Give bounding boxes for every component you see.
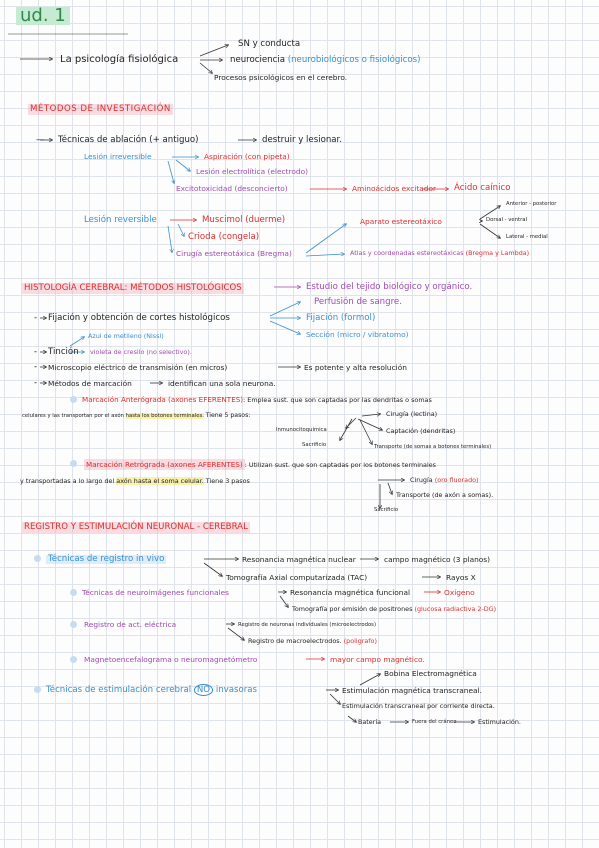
antero-inmuno: Inmunocitoquímica (276, 427, 327, 433)
intro-branch-neuro (230, 56, 421, 65)
retro-cirugia: Cirugía (oro fluorado) (410, 476, 479, 484)
atlas-note: (Bregma y Lambda) (465, 249, 530, 257)
potente: Es potente y alta resolución (304, 363, 407, 372)
invasoras-label: invasoras (215, 685, 258, 695)
retro-text2c: Tiene 3 pasos (205, 477, 250, 485)
mayor-campo: mayor campo magnético. (330, 655, 425, 664)
rm-funcional: Resonancia magnética funcional (290, 588, 411, 597)
bullet-dash-microscopio: - (34, 362, 38, 372)
pet-note: (glucosa radiactiva 2-DG) (414, 605, 497, 613)
muscimol: Muscimol (duerme) (202, 215, 286, 225)
section-heading-registro: REGISTRO Y ESTIMULACIÓN NEURONAL - CEREBRAL (24, 522, 248, 532)
antero-text2b: hasta los botones terminales. (125, 413, 204, 419)
antero-line2 (22, 413, 250, 419)
bullet-dot (70, 656, 77, 663)
coord-dorsal: Dorsal - ventral (486, 217, 527, 223)
antero-captacion: Captación (dendritas) (386, 427, 456, 435)
fuera-craneo: Fuera del cráneo (412, 719, 457, 725)
registro-in-vivo: Técnicas de registro in vivo (48, 554, 165, 564)
bullet-dot (34, 555, 41, 562)
magnetoencefalograma: Magnetoencefalograma o neuromagnetómetro (84, 655, 258, 664)
fijacion-cortes: Fijación y obtención de cortes histológicos (48, 313, 230, 323)
pet-label: Tomografía por emisión de positrones (292, 605, 413, 613)
antero-title: Marcación Anterógrada (axones EFERENTES) (82, 395, 244, 404)
bateria: Batería (358, 718, 382, 726)
retro-line2 (20, 478, 250, 484)
bullet-dash-fijacion: - (34, 313, 38, 323)
fijacion: Fijación (formol) (306, 313, 376, 323)
ablacion-result: destruir y lesionar. (262, 135, 343, 145)
antero-cirugia (386, 411, 437, 417)
tincion: Tinción (48, 347, 79, 357)
antero-text2c: Tiene 5 pasos: (205, 412, 251, 419)
seccion: Sección (micro / vibratomo) (306, 330, 409, 339)
lesion-electrolitica: Lesión electrolítica (electrodo) (196, 167, 308, 176)
emt: Estimulación magnética transcraneal. (342, 686, 482, 695)
lesion-irreversible: Lesión irreversible (84, 152, 152, 161)
coord-lateral: Lateral - medial (506, 234, 548, 240)
pet (292, 606, 496, 612)
intro-neuro-note: (neurobiológicos o fisiológicos) (287, 55, 421, 65)
retro-cirugia-note: (oro fluorado) (434, 476, 479, 484)
antero-text2a: celulares y las transportan por el axón (22, 413, 124, 419)
retro-title: Marcación Retrógrada (axones AFERENTES) (86, 460, 243, 469)
retro-text2b: axón hasta el soma celular. (116, 477, 204, 485)
bullet-dash-tincion: - (34, 347, 38, 357)
intro-neuro-label: neurociencia (230, 55, 286, 65)
unit-title: ud. 1 (16, 7, 70, 25)
cirugia-estereotaxica: Cirugía estereotáxica (Bregma) (176, 249, 292, 258)
histologia-estudio: Estudio del tejido biológico y orgánico. (306, 282, 473, 292)
antero-line1 (82, 396, 432, 403)
lesion-reversible: Lesión reversible (84, 215, 157, 225)
campo-magnetico: campo magnético (3 planos) (384, 555, 491, 564)
ect: Estimulación transcraneal por corriente directa. (342, 702, 495, 710)
retro-text1: : Utilizan sust. que son captadas por los botones terminales (244, 461, 436, 469)
no-badge: NO (194, 684, 213, 696)
oxigeno: Oxígeno (444, 588, 475, 597)
bullet-dot (70, 589, 77, 596)
retro-sacrificio: Sacrificio (374, 507, 399, 513)
tac: Tomografía Axial computarizada (TAC) (226, 573, 368, 582)
registro-individuales: Registro de neuronas individuales (microelectrodos) (238, 622, 377, 628)
bullet-dot (70, 396, 77, 403)
section-heading-metodos: MÉTODOS DE INVESTIGACIÓN (30, 104, 171, 114)
retro-text2a: y transportadas a lo largo del (20, 477, 115, 485)
aspiracion: Aspiración (con pipeta) (204, 152, 290, 161)
registro-macro-label: Registro de macroelectrodos. (248, 637, 342, 645)
neuroimagenes: Técnicas de neuroimágenes funcionales (82, 588, 230, 597)
metodos-marcacion: Métodos de marcación (48, 379, 132, 388)
azul-metileno: Azul de metileno (Nissl) (88, 332, 164, 340)
antero-cirugia-label: Cirugía (lectina) (386, 410, 438, 418)
registro-macro (248, 638, 377, 644)
retro-transporte: Transporte (de axón a somas). (396, 491, 494, 499)
intro-lead: La psicología fisiológica (60, 54, 179, 65)
perfusion: Perfusión de sangre. (314, 297, 402, 307)
atlas (350, 250, 529, 256)
bullet-dash: — (36, 135, 45, 145)
intro-branch-sn: SN y conducta (238, 39, 301, 49)
antero-transporte: Transporte (de somas a botones terminales) (374, 444, 492, 450)
antero-sacrificio: Sacrificio (302, 442, 327, 448)
rayos-x: Rayos X (446, 573, 476, 582)
bullet-dot (70, 460, 77, 467)
ablacion-label: Técnicas de ablación (+ antiguo) (58, 135, 199, 145)
retro-line1 (84, 461, 436, 468)
poligrafo: (poligrafo) (343, 637, 377, 645)
violeta-cresilo: violeta de cresilo (no selectivo). (90, 348, 192, 356)
estimulacion-final: Estimulación. (478, 718, 521, 726)
atlas-label: Atlas y coordenadas estereotáxicas (350, 249, 464, 257)
aminoacidos: Aminoácidos excitador (352, 184, 437, 193)
bullet-dot (34, 686, 41, 693)
aparato-estereotaxico: Aparato estereotáxico (360, 217, 442, 226)
antero-text1: : Emplea sust. que son captadas por las dendritas o somas (243, 396, 432, 404)
estimulacion-cerebral (46, 686, 257, 695)
acido-cainico: Ácido caínico (454, 183, 511, 193)
registro-act-electrica: Registro de act. eléctrica (84, 620, 177, 629)
estim-label: Técnicas de estimulación cerebral (46, 685, 192, 695)
bullet-dot (70, 621, 77, 628)
section-heading-histologia: HISTOLOGÍA CEREBRAL: MÉTODOS HISTOLÓGICOS (24, 283, 242, 293)
bullet-dash-marcacion: - (34, 378, 38, 388)
microscopio: Microscopio eléctrico de transmisión (en micros) (48, 363, 228, 372)
resonancia: Resonancia magnética nuclear (242, 555, 356, 564)
intro-branch-procesos: Procesos psicológicos en el cerebro. (214, 73, 348, 82)
coord-anterior: Anterior - posterior (506, 201, 557, 207)
identifican: identifican una sola neurona. (168, 379, 276, 388)
excitotoxicidad: Excitotoxicidad (desconcierto) (176, 184, 288, 193)
bobina: Bobina Electromagnética (384, 669, 477, 678)
crioda: Crioda (congela) (188, 232, 260, 242)
